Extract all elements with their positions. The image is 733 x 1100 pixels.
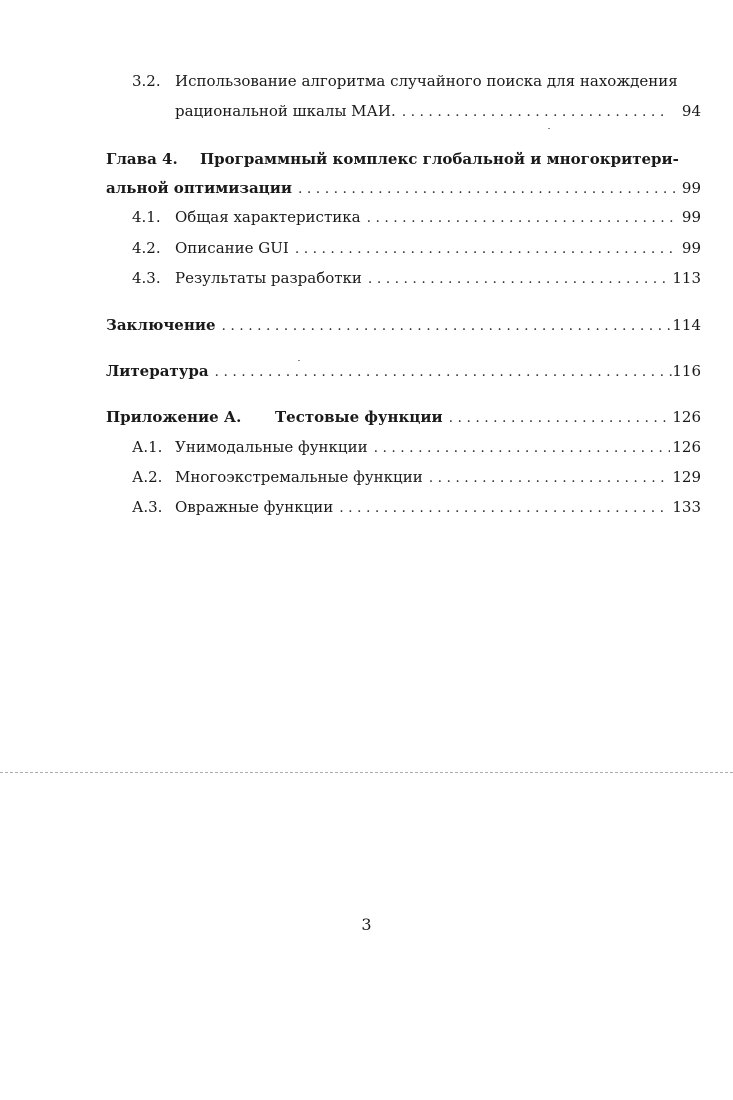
toc-entry-page: 113 — [672, 269, 701, 287]
leader-dots — [429, 465, 670, 491]
toc-literature — [0, 358, 733, 384]
toc-entry-page: 126 — [672, 408, 701, 426]
toc-entry-number: А.3. — [132, 498, 163, 516]
toc-chapter-4 — [0, 146, 733, 172]
leader-dots — [368, 266, 670, 292]
toc-entry-page: 116 — [672, 362, 701, 380]
toc-chapter-label: Глава 4. — [106, 150, 178, 168]
toc-entry-title: Многоэкстремальные функции — [175, 468, 423, 486]
toc-entry-title: Описание GUI — [175, 239, 289, 257]
toc-entry-title: Общая характеристика — [175, 208, 361, 226]
toc-conclusion — [0, 312, 733, 338]
scan-artifact-line — [0, 772, 733, 773]
toc-entry-number: 4.1. — [132, 208, 161, 226]
toc-entry-4-2 — [0, 235, 733, 261]
toc-appendix-a — [0, 404, 733, 430]
leader-dots — [339, 495, 670, 521]
toc-entry-page: 99 — [681, 239, 701, 257]
toc-entry-page: 129 — [672, 468, 701, 486]
toc-conclusion-title: Заключение — [106, 316, 216, 334]
toc-entry-page: 99 — [681, 208, 701, 226]
leader-dots — [402, 99, 665, 125]
toc-entry-number: 4.2. — [132, 239, 161, 257]
toc-entry-title: Использование алгоритма случайного поиска для нахождения — [175, 72, 678, 90]
toc-entry-4-1 — [0, 204, 733, 230]
leader-dots — [367, 205, 675, 231]
toc-appendix-title: Тестовые функции — [275, 408, 443, 426]
leader-dots — [222, 313, 673, 339]
toc-appendix-label: Приложение А. — [106, 408, 242, 426]
scan-speck — [548, 128, 550, 129]
toc-entry-a-1 — [0, 434, 733, 460]
toc-entry-page: 94 — [681, 102, 701, 120]
toc-entry-title: Унимодальные функции — [175, 438, 368, 456]
toc-entry-4-3 — [0, 265, 733, 291]
toc-entry-title-continuation: рациональной шкалы МАИ. — [175, 102, 396, 120]
leader-dots — [295, 236, 675, 262]
toc-entry-page: 99 — [681, 179, 701, 197]
toc-entry-3-2 — [0, 68, 733, 94]
toc-entry-page: 114 — [672, 316, 701, 334]
toc-entry-number: А.1. — [132, 438, 163, 456]
scan-speck — [298, 360, 300, 361]
toc-entry-number: А.2. — [132, 468, 163, 486]
toc-entry-number: 4.3. — [132, 269, 161, 287]
toc-literature-title: Литература — [106, 362, 209, 380]
toc-entry-a-3 — [0, 494, 733, 520]
toc-chapter-title: Программный комплекс глобальной и многокритери- — [200, 150, 679, 168]
page-number: 3 — [361, 915, 372, 934]
leader-dots — [298, 176, 676, 202]
toc-entry-number: 3.2. — [132, 72, 161, 90]
toc-entry-page: 133 — [672, 498, 701, 516]
toc-entry-a-2 — [0, 464, 733, 490]
toc-chapter-title-continuation: альной оптимизации — [106, 179, 292, 197]
leader-dots — [449, 405, 672, 431]
toc-entry-3-2-continuation — [0, 98, 733, 124]
toc-entry-title: Овражные функции — [175, 498, 334, 516]
toc-entry-title: Результаты разработки — [175, 269, 362, 287]
toc-entry-page: 126 — [672, 438, 701, 456]
leader-dots — [374, 435, 670, 461]
leader-dots — [215, 359, 672, 385]
toc-chapter-4-continuation — [0, 175, 733, 201]
